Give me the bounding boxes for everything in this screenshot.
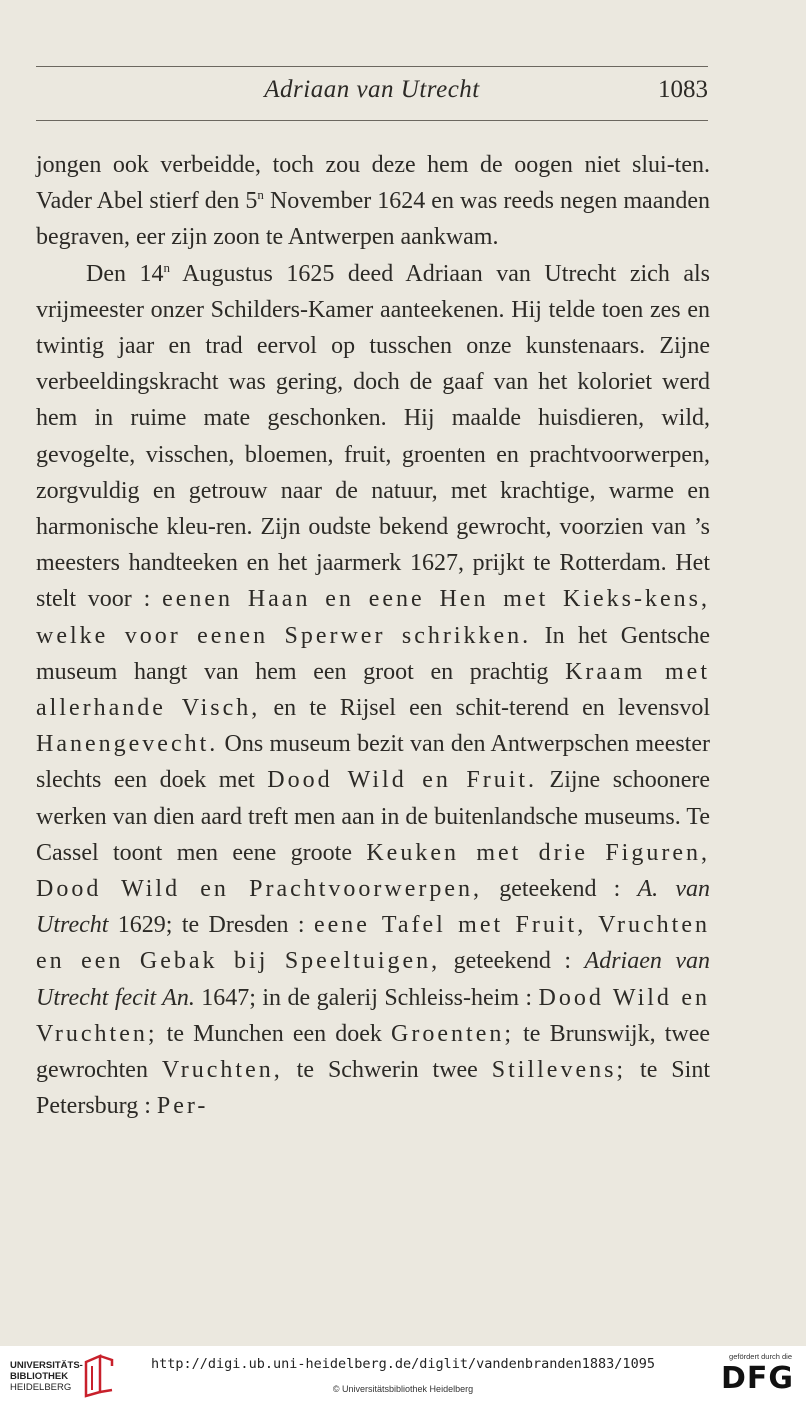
text-run: 1647; in de galerij Schleiss-heim : — [194, 984, 539, 1011]
text-run: Augustus 1625 deed Adriaan van Utrecht zich als vrijmeester onzer Schilders-Kamer aanteekenen. Hij telde toen zes en twintig jaar en trad eervol op tusschen onze kunstenaars. Zijne verbeeldingskracht was gering, doch de gaaf van het koloriet werd hem in ruime mate geschonken. Hij maalde huisdieren, wild, gevogelte, visschen, bloemen, fruit, groenten en prachtvoorwerpen, zorgvuldig en getrouw naar de natuur, met krachtige, warme en harmonische kleu-ren. Zijn oudste bekend gewrocht, voorzien van ’s meesters handteeken en het jaarmerk 1627, prijkt te Rotterdam. Het stelt voor : — [36, 260, 710, 613]
body-text — [36, 147, 710, 1124]
text-run: Zijne schoonere werken van dien aard treft men aan in de buitenlandsche museums. Te Cassel toont men eene groote — [36, 767, 710, 866]
text-run: geteekend : — [482, 876, 638, 903]
spaced-title: Per- — [156, 1093, 209, 1120]
running-head — [36, 76, 708, 110]
text-run: jongen ook verbeidde, toch zou deze hem de oogen niet slui-ten. Vader Abel stierf den 5 — [36, 152, 710, 215]
text-run: 1629; te Dresden : — [108, 912, 314, 939]
library-line: HEIDELBERG — [10, 1382, 72, 1393]
paragraph-2 — [36, 256, 710, 1125]
copyright-notice: © Universitätsbibliothek Heidelberg — [332, 1384, 474, 1394]
spaced-title: Vruchten, — [161, 1057, 283, 1084]
paragraph-1 — [36, 147, 710, 256]
dfg-logo[interactable]: DFG — [720, 1361, 794, 1396]
running-title: Adriaan van Utrecht — [264, 76, 480, 103]
spaced-title: Stillevens; — [491, 1057, 627, 1084]
italic-signature: A. van Utrecht — [36, 876, 711, 939]
header-rule-bottom — [36, 120, 708, 121]
text-run: Den 14 — [86, 260, 164, 287]
text-run: geteekend : — [440, 948, 585, 975]
superscript: n — [163, 259, 170, 275]
spaced-title: Keuken met drie Figuren, Dood Wild en Prachtvoorwerpen, — [36, 839, 710, 903]
library-line: UNIVERSITÄTS- — [10, 1360, 83, 1371]
text-run: November 1624 en was reeds negen maanden begraven, eer zijn zoon te Antwerpen aankwam. — [36, 188, 710, 251]
spaced-title: Kraam met allerhande Visch, — [36, 658, 710, 722]
header-rule-top — [36, 66, 708, 67]
spaced-title: eene Tafel met Fruit, Vruchten en een Gebak bij Speeltuigen, — [36, 912, 711, 975]
text-run: te Munchen een doek — [157, 1020, 392, 1047]
text-run: en te Rijsel een schit-terend en levensvol — [260, 695, 710, 722]
page-number: 1083 — [658, 76, 708, 103]
text-run: te Schwerin twee — [282, 1057, 492, 1084]
text-run: Ons museum bezit van den Antwerpschen meester slechts een doek met — [36, 731, 710, 794]
superscript: n — [257, 187, 264, 203]
spaced-title: Dood Wild en Vruchten; — [36, 984, 711, 1047]
italic-signature: Adriaen van Utrecht fecit An. — [36, 948, 710, 1011]
text-run: In het Gentsche museum hangt van hem een groot en prachtig — [36, 622, 711, 685]
spaced-title: Hanengevecht. — [36, 731, 219, 758]
text-run: te Brunswijk, twee gewrochten — [36, 1020, 710, 1084]
funded-by-label: gefördert durch die — [729, 1352, 792, 1361]
library-line: BIBLIOTHEK — [10, 1371, 69, 1382]
text-run: te Sint Petersburg : — [36, 1057, 710, 1120]
permalink-url[interactable]: http://digi.ub.uni-heidelberg.de/diglit/vandenbranden1883/1095 — [151, 1356, 655, 1372]
spaced-title: Dood Wild en Fruit. — [267, 767, 538, 794]
viewer-footer — [0, 1346, 806, 1404]
spaced-title: Groenten; — [391, 1020, 515, 1047]
spaced-title: eenen Haan en eene Hen met Kieks-kens, welke voor eenen Sperwer schrikken. — [36, 586, 711, 649]
